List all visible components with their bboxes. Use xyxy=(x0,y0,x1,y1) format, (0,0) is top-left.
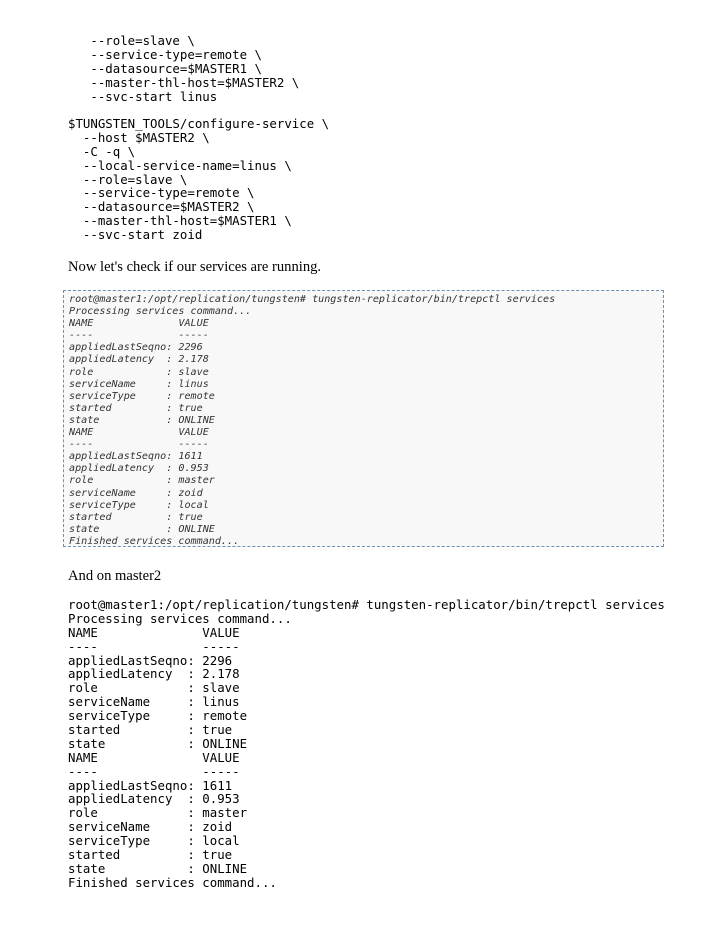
output-line: ---- ----- xyxy=(68,763,240,779)
code-line: $TUNGSTEN_TOOLS/configure-service \ xyxy=(68,116,330,131)
output-line: appliedLastSeqno: 2296 xyxy=(68,652,233,668)
output-line: serviceName : zoid xyxy=(68,819,233,835)
output-line: serviceName : zoid xyxy=(69,487,203,499)
code-line: --datasource=$MASTER1 \ xyxy=(68,60,262,76)
output-line: serviceType : local xyxy=(68,833,240,849)
output-line: appliedLatency : 0.953 xyxy=(69,463,209,475)
code-line: --local-service-name=linus \ xyxy=(68,157,292,173)
output-line: appliedLatency : 0.953 xyxy=(68,791,240,807)
config-code-block-linus xyxy=(68,34,299,103)
output-line: started : true xyxy=(68,722,233,738)
output-line: state : ONLINE xyxy=(68,860,248,876)
output-line: state : ONLINE xyxy=(69,523,215,535)
services-output-box-master1 xyxy=(63,290,664,547)
code-line: --host $MASTER2 \ xyxy=(68,129,210,145)
output-line: Finished services command... xyxy=(68,874,277,890)
code-line: --role=slave \ xyxy=(68,33,195,48)
output-line: root@master1:/opt/replication/tungsten# tungsten-replicator/bin/trepctl services xyxy=(69,294,556,305)
output-line: serviceName : linus xyxy=(69,378,209,390)
paragraph-master2: And on master2 xyxy=(68,568,162,584)
output-line: NAME VALUE xyxy=(69,427,209,439)
output-line: serviceName : linus xyxy=(68,694,240,710)
output-line: ---- ----- xyxy=(68,638,240,654)
output-line: Processing services command... xyxy=(68,610,292,626)
output-line: Processing services command... xyxy=(69,306,252,318)
output-line: started : true xyxy=(69,402,203,414)
output-line: appliedLatency : 2.178 xyxy=(68,666,240,682)
output-line: root@master1:/opt/replication/tungsten# tungsten-replicator/bin/trepctl services xyxy=(68,597,665,612)
output-line: role : master xyxy=(68,805,248,821)
output-line: state : ONLINE xyxy=(69,414,215,426)
code-line: --datasource=$MASTER2 \ xyxy=(68,199,255,215)
code-line: --service-type=remote \ xyxy=(68,46,262,62)
output-line: serviceType : local xyxy=(69,499,209,511)
code-line: --master-thl-host=$MASTER2 \ xyxy=(68,74,300,90)
output-line: NAME VALUE xyxy=(68,624,240,640)
output-line: appliedLastSeqno: 2296 xyxy=(69,342,203,354)
services-output-master2 xyxy=(68,598,665,890)
code-line: --svc-start linus xyxy=(68,88,218,104)
output-line: appliedLastSeqno: 1611 xyxy=(68,777,233,793)
code-line: --service-type=remote \ xyxy=(68,185,255,201)
output-line: NAME VALUE xyxy=(69,318,209,330)
code-line: --master-thl-host=$MASTER1 \ xyxy=(68,213,292,229)
output-line: appliedLastSeqno: 1611 xyxy=(69,451,203,463)
config-code-block-zoid xyxy=(68,117,329,242)
output-line: state : ONLINE xyxy=(68,735,248,751)
output-line: started : true xyxy=(68,847,233,863)
output-line: role : master xyxy=(69,475,215,487)
output-line: ---- ----- xyxy=(69,330,209,342)
output-line: NAME VALUE xyxy=(68,749,240,765)
output-line: serviceType : remote xyxy=(68,708,248,724)
output-line: role : slave xyxy=(68,680,240,696)
paragraph-check-services: Now let's check if our services are running. xyxy=(68,259,322,275)
output-line: appliedLatency : 2.178 xyxy=(69,354,209,366)
code-line: --role=slave \ xyxy=(68,171,188,187)
output-line: role : slave xyxy=(69,366,209,378)
code-line: -C -q \ xyxy=(68,143,136,159)
output-line: Finished services command... xyxy=(69,535,240,547)
output-line: serviceType : remote xyxy=(69,390,215,402)
output-line: started : true xyxy=(69,511,203,523)
output-line: ---- ----- xyxy=(69,439,209,451)
code-line: --svc-start zoid xyxy=(68,227,203,243)
